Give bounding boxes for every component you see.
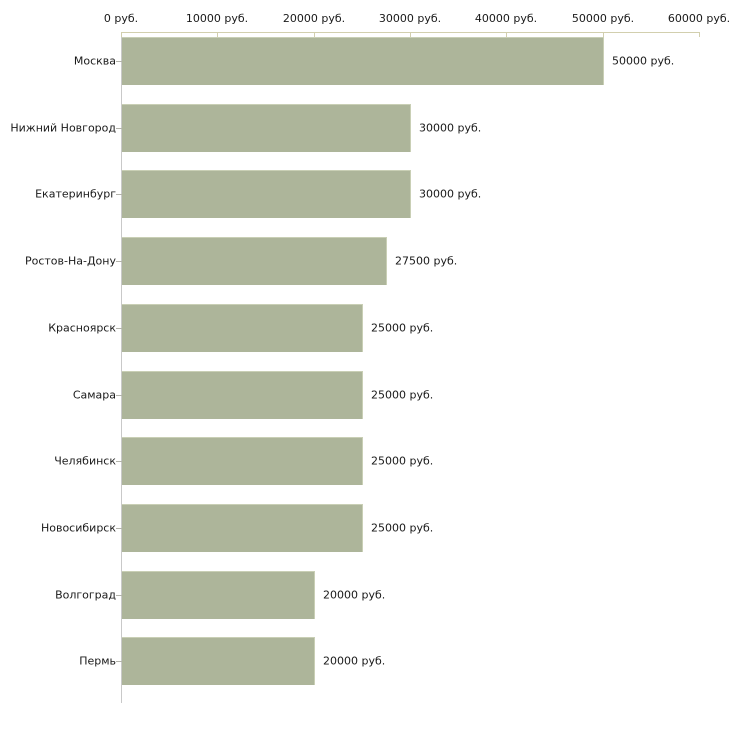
x-axis-tick-label: 50000 руб. — [571, 12, 635, 25]
category-label: Ростов-На-Дону — [24, 254, 116, 268]
bar — [122, 104, 411, 152]
value-label: 30000 руб. — [419, 121, 482, 135]
category-label: Новосибирск — [40, 521, 116, 535]
x-axis-tick-label: 40000 руб. — [474, 12, 538, 25]
x-axis-tick-label: 10000 руб. — [185, 12, 249, 25]
x-axis-tick-label: 20000 руб. — [282, 12, 346, 25]
bar — [122, 504, 363, 552]
value-label: 20000 руб. — [323, 588, 386, 602]
bar — [122, 37, 604, 85]
x-axis-tick-label: 0 руб. — [103, 12, 139, 25]
value-label: 50000 руб. — [612, 54, 675, 68]
category-label: Челябинск — [54, 454, 116, 468]
x-axis-tick-label: 30000 руб. — [378, 12, 442, 25]
value-label: 27500 руб. — [395, 254, 458, 268]
value-label: 30000 руб. — [419, 187, 482, 201]
value-label: 25000 руб. — [371, 454, 434, 468]
value-label: 20000 руб. — [323, 654, 386, 668]
bar — [122, 304, 363, 352]
category-label: Екатеринбург — [35, 187, 116, 201]
bar — [122, 170, 411, 218]
bar — [122, 437, 363, 485]
value-label: 25000 руб. — [371, 388, 434, 402]
category-label: Красноярск — [48, 321, 116, 335]
value-label: 25000 руб. — [371, 521, 434, 535]
category-label: Пермь — [79, 654, 116, 668]
value-label: 25000 руб. — [371, 321, 434, 335]
x-axis-tick-label: 60000 руб. — [667, 12, 730, 25]
bar — [122, 637, 315, 685]
category-label: Москва — [73, 54, 116, 68]
bar — [122, 237, 387, 285]
x-axis-tick-mark — [699, 32, 700, 37]
category-label: Нижний Новгород — [10, 121, 116, 135]
category-label: Волгоград — [55, 588, 116, 602]
category-label: Самара — [72, 388, 116, 402]
bar — [122, 371, 363, 419]
bar — [122, 571, 315, 619]
